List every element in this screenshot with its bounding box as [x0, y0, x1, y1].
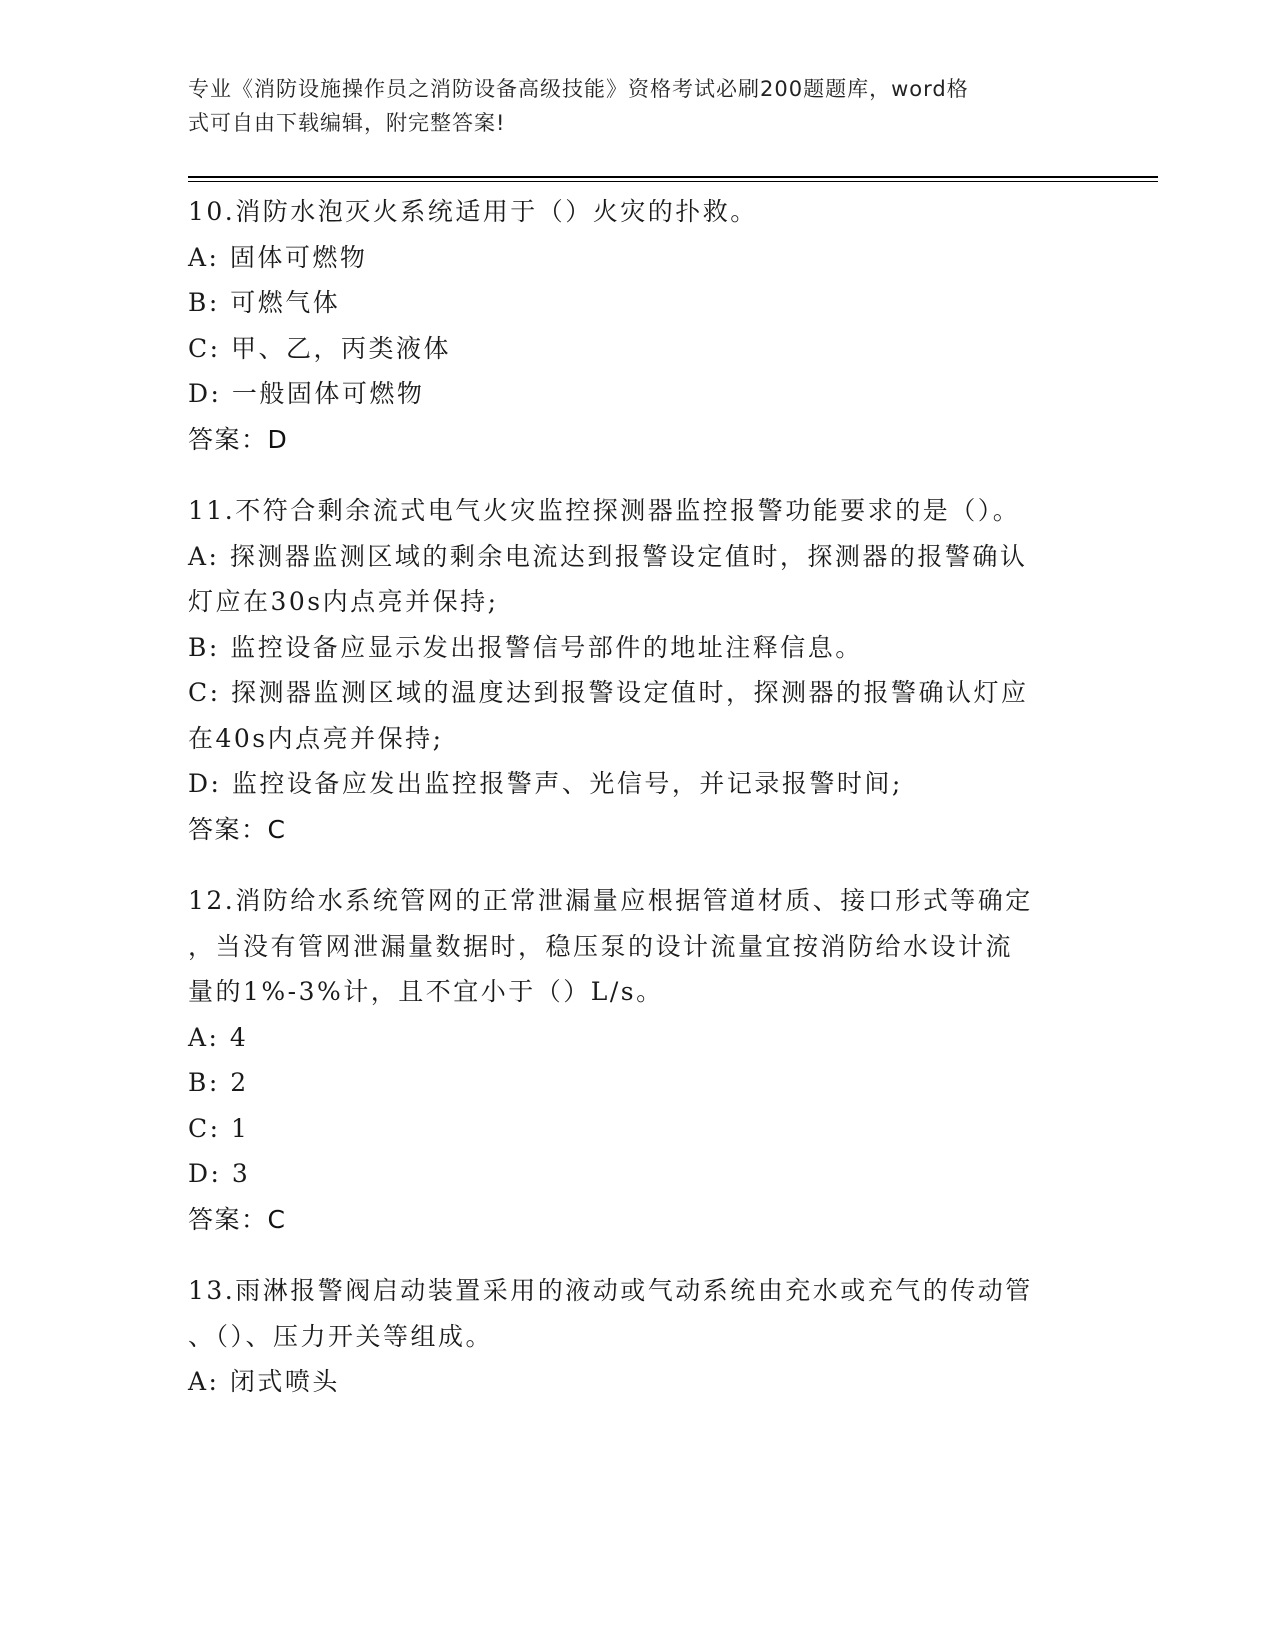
document-header [188, 72, 1068, 140]
question-stem: 13.雨淋报警阀启动装置采用的液动或气动系统由充水或充气的传动管 [188, 1276, 1033, 1305]
option-b: B: 监控设备应显示发出报警信号部件的地址注释信息。 [188, 632, 863, 662]
question-list [188, 189, 1088, 1431]
answer-label: 答案：C [188, 814, 287, 844]
option-b: B: 2 [188, 1068, 249, 1097]
option-a: A: 4 [188, 1022, 249, 1052]
question-13 [188, 1268, 1088, 1405]
question-stem-continued: ，当没有管网泄漏量数据时，稳压泵的设计流量宜按消防给水设计流 [188, 931, 1014, 961]
header-line-2: 式可自由下载编辑，附完整答案! [188, 111, 506, 135]
answer-label: 答案：C [188, 1204, 287, 1234]
option-c: C: 甲、乙，丙类液体 [188, 333, 451, 363]
header-divider-thin [188, 181, 1158, 182]
header-divider [188, 176, 1158, 178]
question-stem: 10.消防水泡灭火系统适用于（）火灾的扑救。 [188, 197, 758, 226]
option-b: B: 可燃气体 [188, 288, 341, 317]
option-a-continued: 灯应在30s内点亮并保持; [188, 587, 499, 616]
question-12 [188, 878, 1088, 1242]
option-c: C: 1 [188, 1113, 250, 1143]
option-a: A: 探测器监测区域的剩余电流达到报警设定值时，探测器的报警确认 [188, 541, 1028, 571]
question-11 [188, 488, 1088, 852]
option-c-continued: 在40s内点亮并保持; [188, 723, 444, 753]
option-d: D: 监控设备应发出监控报警声、光信号，并记录报警时间; [188, 769, 903, 798]
header-line-1: 专业《消防设施操作员之消防设备高级技能》资格考试必刷200题题库，word格 [188, 77, 969, 101]
question-stem-continued: 量的1%-3%计，且不宜小于（）L/s。 [188, 977, 664, 1006]
option-d: D: 一般固体可燃物 [188, 379, 425, 408]
answer-label: 答案：D [188, 424, 289, 454]
option-a: A: 闭式喷头 [188, 1367, 340, 1396]
option-a: A: 固体可燃物 [188, 242, 368, 272]
question-stem-continued: 、（）、压力开关等组成。 [188, 1321, 494, 1351]
option-c: C: 探测器监测区域的温度达到报警设定值时，探测器的报警确认灯应 [188, 678, 1029, 707]
question-stem: 11.不符合剩余流式电气火灾监控探测器监控报警功能要求的是（）。 [188, 496, 1021, 525]
question-stem: 12.消防给水系统管网的正常泄漏量应根据管道材质、接口形式等确定 [188, 886, 1033, 915]
question-10 [188, 189, 1088, 462]
option-d: D: 3 [188, 1159, 251, 1188]
